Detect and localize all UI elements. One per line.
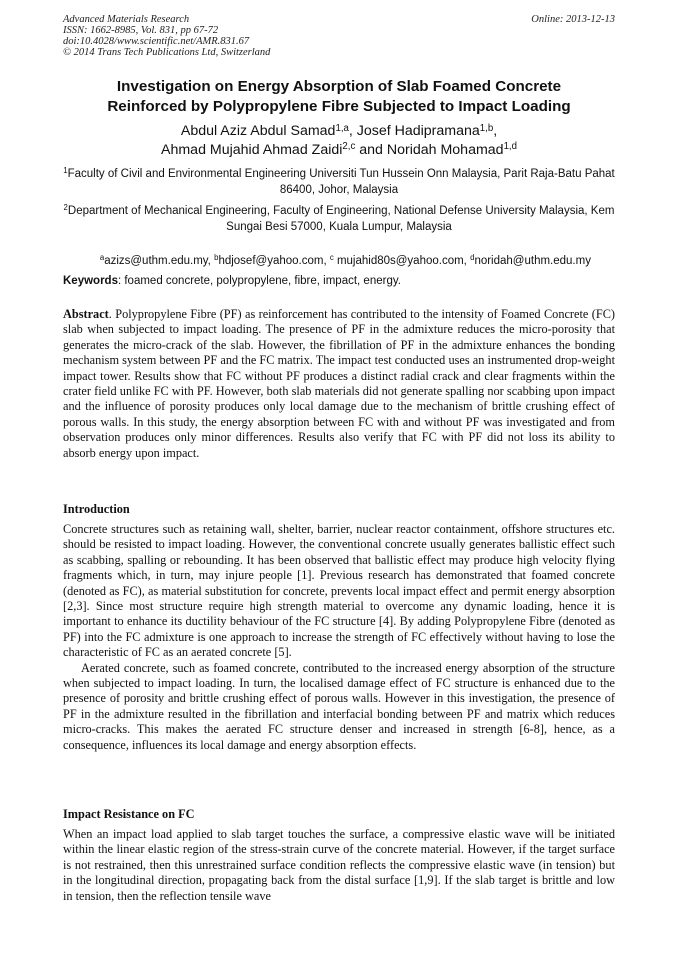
author-affil-sup: 2,c (342, 141, 356, 153)
author-separator: , (348, 123, 357, 139)
author-affil-sup: 1,d (503, 141, 517, 153)
email-link[interactable]: azizs@uthm.edu.my, (104, 255, 215, 267)
introduction-body (63, 522, 615, 753)
email-link[interactable]: noridah@uthm.edu.my (474, 255, 591, 267)
author-separator: , (493, 123, 498, 139)
paper-title (40, 77, 638, 117)
paragraph: Concrete structures such as retaining wall, shelter, barrier, nuclear reactor containment, offshore structures etc. should be resisted to impact loading. However, the conventional concrete usually generates ballistic effect such as scabbing, spalling or rebounding. It has been observed that ballistic effect may produce high velocity flying fragments which, in turn, may injure people [1]. Previous research has demonstrated that foamed concrete (denoted as FC), as material substitution for concrete, prevents local impact effect and permit energy absorption [2,3]. Since most structure require high strength material to overcome any dynamic loading, hence it is important to enhance its ductility behaviour of the FC structure [4]. By adding Polypropylene Fibre (denoted as PF) into the FC admixture is one approach to increase the strength of FC effectively without having to lose the characteristic of FC as an aerated concrete [5]. (63, 522, 615, 660)
online-date: Online: 2013-12-13 (531, 14, 615, 25)
author-name: Ahmad Mujahid Ahmad Zaidi (161, 141, 343, 158)
paragraph: When an impact load applied to slab target touches the surface, a compressive elastic wave will be initiated within the linear elastic region of the stress-strain curve of the concrete material. However, if the target surface is not restrained, then this unrestrained surface condition reflects the compressive elastic wave (in tension) but in the longitudinal direction, propagating back from the distal surface [1,9]. If the slab target is brittle and low in tension, then the reflection tensile wave (63, 827, 615, 903)
author-name: Noridah Mohamad (386, 141, 504, 158)
journal-name: Advanced Materials Research (63, 14, 190, 25)
author-affil-sup: 1,b (479, 122, 494, 134)
copyright-line: © 2014 Trans Tech Publications Ltd, Switzerland (63, 47, 271, 58)
affil-sup: 2 (63, 203, 68, 213)
abstract (63, 307, 615, 461)
author-name: Abdul Aziz Abdul Samad (180, 123, 336, 139)
title-line-2: Reinforced by Polypropylene Fibre Subjected to Impact Loading (107, 98, 571, 115)
email-sup: a (99, 253, 105, 263)
keywords-label: Keywords (63, 275, 118, 287)
email-sup: d (470, 253, 475, 263)
author-list (40, 122, 638, 159)
affiliation-2 (63, 203, 615, 235)
introduction-heading: Introduction (63, 502, 130, 516)
keywords (63, 273, 615, 289)
author-conjunction: and (355, 141, 387, 158)
title-line-1: Investigation on Energy Absorption of Slab Foamed Concrete (116, 78, 562, 95)
journal-header (63, 14, 615, 58)
keywords-text: : foamed concrete, polypropylene, fibre, impact, energy. (117, 275, 401, 287)
doi-line[interactable]: doi:10.4028/www.scientific.net/AMR.831.67 (63, 36, 250, 47)
affiliation-1 (63, 166, 615, 198)
author-name: Josef Hadipramana (356, 123, 480, 139)
affil-text: Department of Mechanical Engineering, Faculty of Engineering, National Defense University Malaysia, Kem Sungai Besi 57000, Kuala Lumpur, Malaysia (67, 205, 615, 233)
impact-resistance-body (63, 827, 615, 904)
affil-text: Faculty of Civil and Environmental Engineering Universiti Tun Hussein Onn Malaysia, Parit Raja-Batu Pahat 86400, Johor, Malaysia (67, 168, 615, 196)
email-sup: b (214, 253, 219, 263)
email-link[interactable]: mujahid80s@yahoo.com, (333, 255, 471, 267)
email-link[interactable]: hdjosef@yahoo.com, (218, 255, 330, 267)
issn-line: ISSN: 1662-8985, Vol. 831, pp 67-72 (63, 25, 219, 36)
paragraph: Aerated concrete, such as foamed concrete, contributed to the increased energy absorption of the structure when subjected to impact loading. In turn, the localised damage effect of FC structure is enhanced due to the presence of porosity and brittle crushing effect of porous walls. However in this investigation, the presence of PF in the admixture resulted in the fibrillation and interfacial bonding between PF and matrix which reduces micro-cracks. This makes the aerated FC structure denser and increased in strength [6-8], hence, as a consequence, influences its local damage and energy absorption effects. (63, 660, 615, 752)
impact-resistance-heading: Impact Resistance on FC (63, 807, 195, 821)
author-affil-sup: 1,a (335, 122, 349, 134)
affil-sup: 1 (63, 166, 68, 176)
abstract-text: . Polypropylene Fibre (PF) as reinforcement has contributed to the intensity of Foamed Concrete (FC) slab when subjected to impact loading. The presence of PF in the admixture reduces the micro-porosity that generates the micro-crack of the slab. However, the fibrillation of PF in the admixture enhances the bonding mechanism system between PF and the FC matrix. The impact test conducted uses an instrumented drop-weight impact tower. Results show that FC without PF produces a distinct radial crack and clear fragments within the crater field unlike FC with PF. However, both slab materials did not generate spalling nor scabbing upon impact and the influence of porosity produces only local damage due to the mechanism of brittle crushing effect of porous walls. In this study, the energy absorption between FC with and without PF was investigated and from observation produces only minor differences. Results also verify that FC with PF did not loss its ability to absorb energy upon impact. (63, 307, 615, 460)
abstract-label: Abstract (63, 307, 109, 321)
email-sup: c (329, 253, 334, 263)
